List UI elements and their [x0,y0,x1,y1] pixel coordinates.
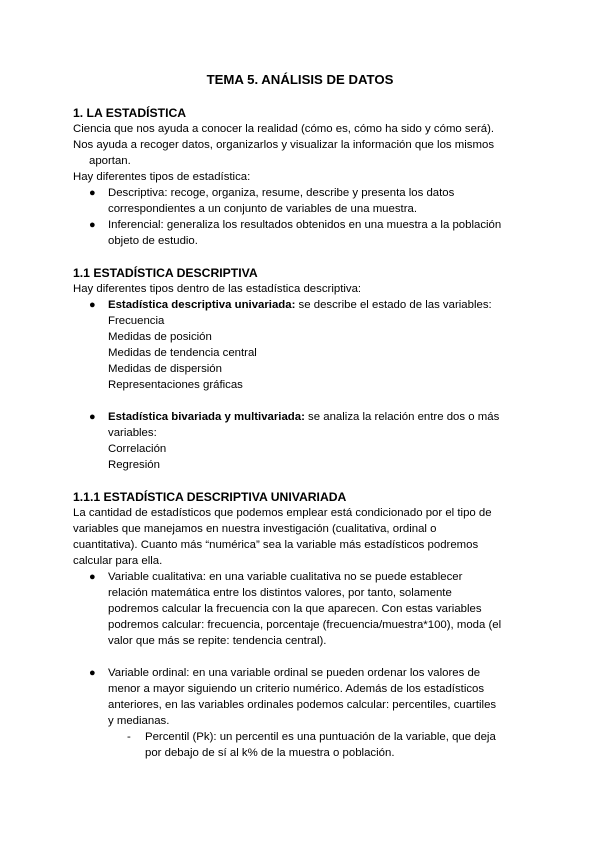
bullet-icon: ● [89,571,96,583]
bullet-text [108,297,492,313]
list-item: Medidas de tendencia central [108,347,257,359]
dash-icon: - [127,731,131,743]
bullet-text: objeto de estudio. [108,235,198,247]
bullet-text: Variable cualitativa: en una variable cualitativa no se puede establecer [108,571,463,583]
list-item: Medidas de dispersión [108,363,222,375]
paragraph-line: calcular para ella. [73,555,163,567]
bullet-text: Inferencial: generaliza los resultados obtenidos en una muestra a la población [108,219,502,231]
paragraph-line: cuantitativa). Cuanto más “numérica” sea la variable más estadísticos podremos [73,539,479,551]
list-item: Frecuencia [108,315,165,327]
bullet-text: podremos calcular la frecuencia con la que aparecen. Con estas variables [108,603,482,615]
paragraph-line: Nos ayuda a recoger datos, organizarlos y visualizar la información que los mismos [73,139,495,151]
section-1-1-heading: 1.1 ESTADÍSTICA DESCRIPTIVA [73,266,258,280]
bullet-bold-term: Estadística descriptiva univariada: [108,299,296,311]
bullet-icon: ● [89,667,96,679]
bullet-text: valor que más se repite: tendencia central). [108,635,327,647]
paragraph-line: aportan. [89,155,131,167]
bullet-bold-term: Estadística bivariada y multivariada: [108,411,305,423]
list-item: Medidas de posición [108,331,212,343]
bullet-text: relación matemática entre los distintos valores, por tanto, solamente [108,587,452,599]
bullet-rest: se analiza la relación entre dos o más [304,411,500,423]
subitem-text: por debajo de sí al k% de la muestra o población. [145,747,395,759]
bullet-icon: ● [89,411,96,423]
document-title: TEMA 5. ANÁLISIS DE DATOS [206,72,394,87]
paragraph-line: Hay diferentes tipos de estadística: [73,171,251,183]
bullet-text: variables: [108,427,157,439]
paragraph-line: La cantidad de estadísticos que podemos emplear está condicionado por el tipo de [73,507,492,519]
paragraph-line: Hay diferentes tipos dentro de las estadística descriptiva: [73,283,362,295]
bullet-text: Descriptiva: recoge, organiza, resume, describe y presenta los datos [108,187,455,199]
list-item: Correlación [108,443,167,455]
bullet-text: correspondientes a un conjunto de variables de una muestra. [108,203,418,215]
bullet-text: Variable ordinal: en una variable ordinal se pueden ordenar los valores de [108,667,481,679]
bullet-text: y medianas. [108,715,170,727]
section-1-1-1-heading: 1.1.1 ESTADÍSTICA DESCRIPTIVA UNIVARIADA [73,490,347,504]
bullet-text: podremos calcular: frecuencia, porcentaje (frecuencia/muestra*100), moda (el [108,619,502,631]
paragraph-line: variables que manejamos en nuestra investigación (cualitativa, ordinal o [73,523,437,535]
bullet-text: menor a mayor siguiendo un criterio numérico. Además de los estadísticos [108,683,485,695]
paragraph-line: Ciencia que nos ayuda a conocer la realidad (cómo es, cómo ha sido y cómo será). [73,123,495,135]
bullet-icon: ● [89,187,96,199]
bullet-text: anteriores, en las variables ordinales podemos calcular: percentiles, cuartiles [108,699,497,711]
list-item: Regresión [108,459,160,471]
bullet-icon: ● [89,219,96,231]
subitem-text: Percentil (Pk): un percentil es una puntuación de la variable, que deja [145,731,496,743]
bullet-icon: ● [89,299,96,311]
bullet-text [108,409,499,425]
bullet-rest: se describe el estado de las variables: [295,299,492,311]
section-1-heading: 1. LA ESTADÍSTICA [73,106,187,120]
list-item: Representaciones gráficas [108,379,243,391]
